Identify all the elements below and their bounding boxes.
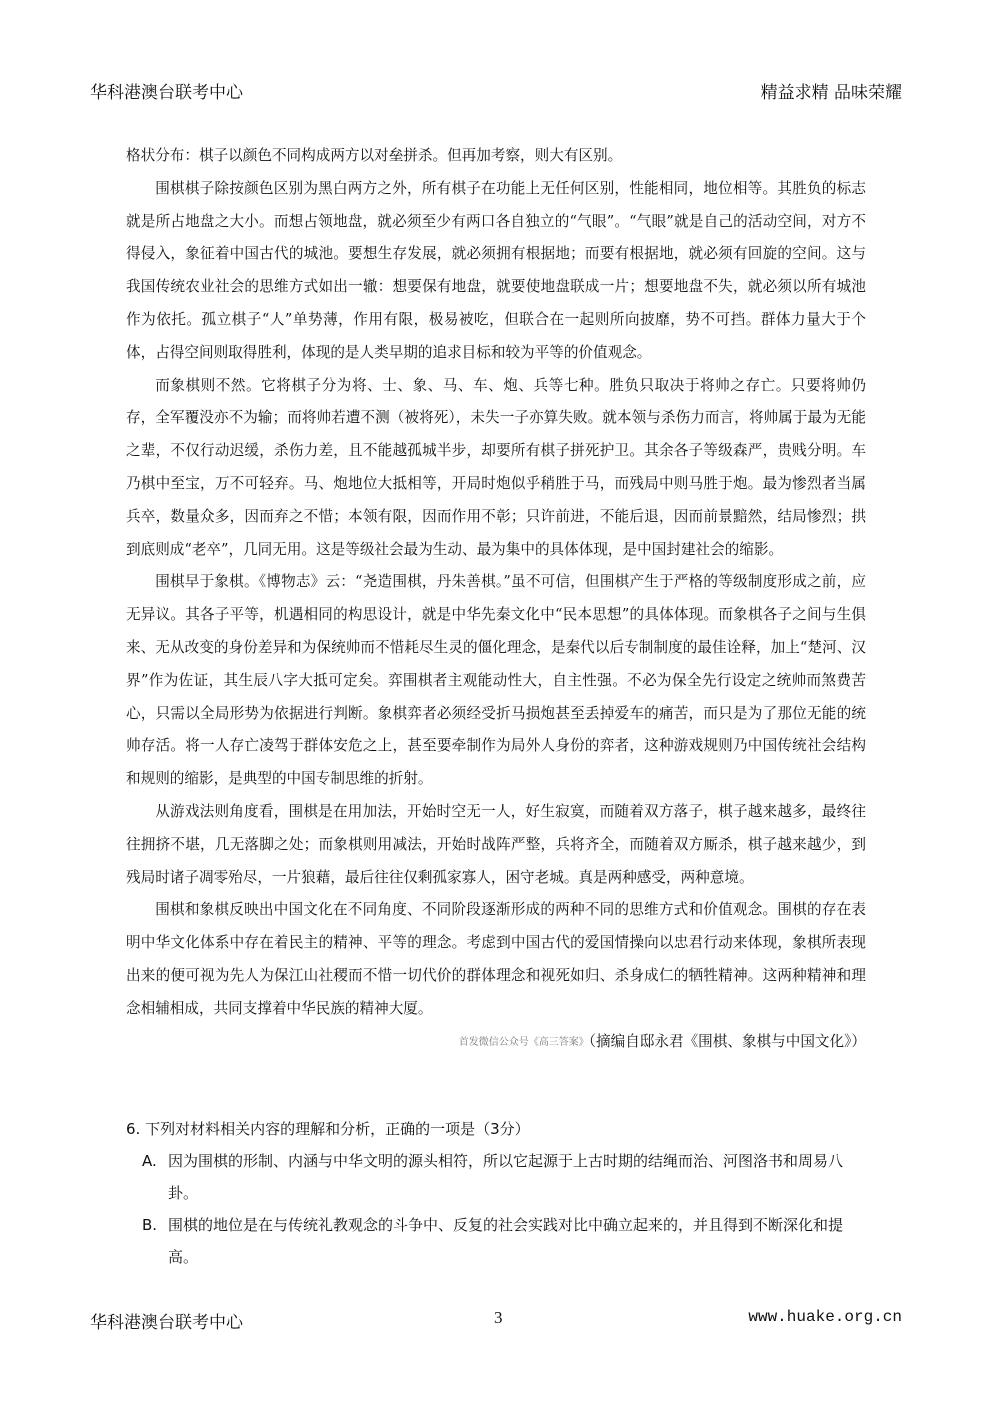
option-letter: A. [142,1152,157,1170]
source-citation: （摘编自邸永君《围棋、象棋与中国文化》） [588,1032,866,1050]
paragraph: 围棋早于象棋。《博物志》云：“尧造围棋，丹朱善棋。”虽不可信，但围棋产生于严格的等级制度形成之前，应无异议。其各子平等，机遇相同的构思设计，就是中华先秦文化中“民本思想”的具体体现。而象棋各子之间与生俱来、无从改变的身份差异和为保统帅而不惜耗尽生灵的僵化理念，是秦代以后专制制度的最佳诠释，加上“楚河、汉界”作为佐证，其生辰八字大抵可定矣。弈围棋者主观能动性大，自主性强。不必为保全先行设定之统帅而煞费苦心，只需以全局形势为依据进行判断。象棋弈者必须经受折马损炮甚至丢掉爱车的痛苦，而只是为了那位无能的统帅存活。将一人存亡凌驾于群体安危之上，甚至要牵制作为局外人身份的弈者，这种游戏规则乃中国传统社会结构和规则的缩影，是典型的中国专制思维的折射。 [126,573,866,788]
passage-body [126,140,866,1059]
option-b [126,1209,866,1273]
question-stem: 6. 下列对材料相关内容的理解和分析，正确的一项是（3分） [126,1120,530,1138]
watermark-text: 首发微信公众号《高三答案》 [458,1036,589,1048]
option-text: 因为围棋的形制、内涵与中华文明的源头相符，所以它起源于上古时期的结绳而治、河图洛书和周易八卦。 [168,1152,844,1202]
header-org-name: 华科港澳台联考中心 [90,83,243,103]
footer-org-name: 华科港澳台联考中心 [90,1313,243,1333]
paragraph: 围棋棋子除按颜色区别为黑白两方之外，所有棋子在功能上无任何区别，性能相同，地位相等。其胜负的标志就是所占地盘之大小。而想占领地盘，就必须至少有两口各自独立的“气眼”。“气眼”就是自己的活动空间，对方不得侵入，象征着中国古代的城池。要想生存发展，就必须拥有根据地；而要有根据地，就必须有回旋的空间。这与我国传统农业社会的思维方式如出一辙：想要保有地盘，就要使地盘联成一片；想要地盘不失，就必须以所有城池作为依托。孤立棋子“人”单势薄，作用有限，极易被吃，但联合在一起则所向披靡，势不可挡。群体力量大于个体，占得空间则取得胜利，体现的是人类早期的追求目标和较为平等的价值观念。 [126,179,866,361]
header-slogan: 精益求精 品味荣耀 [760,83,902,103]
option-letter: B. [142,1216,158,1234]
paragraph: 从游戏法则角度看，围棋是在用加法，开始时空无一人，好生寂寞，而随着双方落子，棋子越来越多，最终往往拥挤不堪，几无落脚之处；而象棋则用减法，开始时战阵严整，兵将齐全，而随着双方厮杀，棋子越来越少，到残局时诸子凋零殆尽，一片狼藉，最后往往仅剩孤家寡人，困守老城。真是两种感受，两种意境。 [126,802,866,886]
option-text: 围棋的地位是在与传统礼教观念的斗争中、反复的社会实践对比中确立起来的，并且得到不断深化和提高。 [168,1216,844,1266]
footer-url: www.huake.org.cn [748,1308,902,1326]
paragraph: 格状分布：棋子以颜色不同构成两方以对垒拼杀。但再加考察，则大有区别。 [126,147,623,164]
paragraph: 而象棋则不然。它将棋子分为将、士、象、马、车、炮、兵等七种。胜负只取决于将帅之存亡。只要将帅仍存，全军覆没亦不为输；而将帅若遭不测（被将死），未失一子亦算失败。就本领与杀伤力而言，将帅属于最为无能之辈，不仅行动迟缓，杀伤力差，且不能越孤城半步，却要所有棋子拼死护卫。其余各子等级森严，贵贱分明。车乃棋中至宝，万不可轻弃。马、炮地位大抵相等，开局时炮似乎稍胜于马，而残局中则马胜于炮。最为惨烈者当属兵卒，数量众多，因而弃之不惜；本领有限，因而作用不彰；只许前进，不能后退，因而前景黯然，结局惨烈；拱到底则成“老卒”，几同无用。这是等级社会最为生动、最为集中的具体体现，是中国封建社会的缩影。 [126,376,866,558]
page-number: 3 [494,1308,503,1327]
option-a [126,1145,866,1209]
question-6 [126,1113,866,1273]
source-line [126,1026,866,1059]
paragraph: 围棋和象棋反映出中国文化在不同角度、不同阶段逐渐形成的两种不同的思维方式和价值观念。围棋的存在表明中华文化体系中存在着民主的精神、平等的理念。考虑到中国古代的爱国情操向以忠君行动来体现，象棋所表现出来的便可视为先人为保江山社稷而不惜一切代价的群体理念和视死如归、杀身成仁的牺牲精神。这两种精神和理念相辅相成，共同支撑着中华民族的精神大厦。 [126,901,866,1017]
